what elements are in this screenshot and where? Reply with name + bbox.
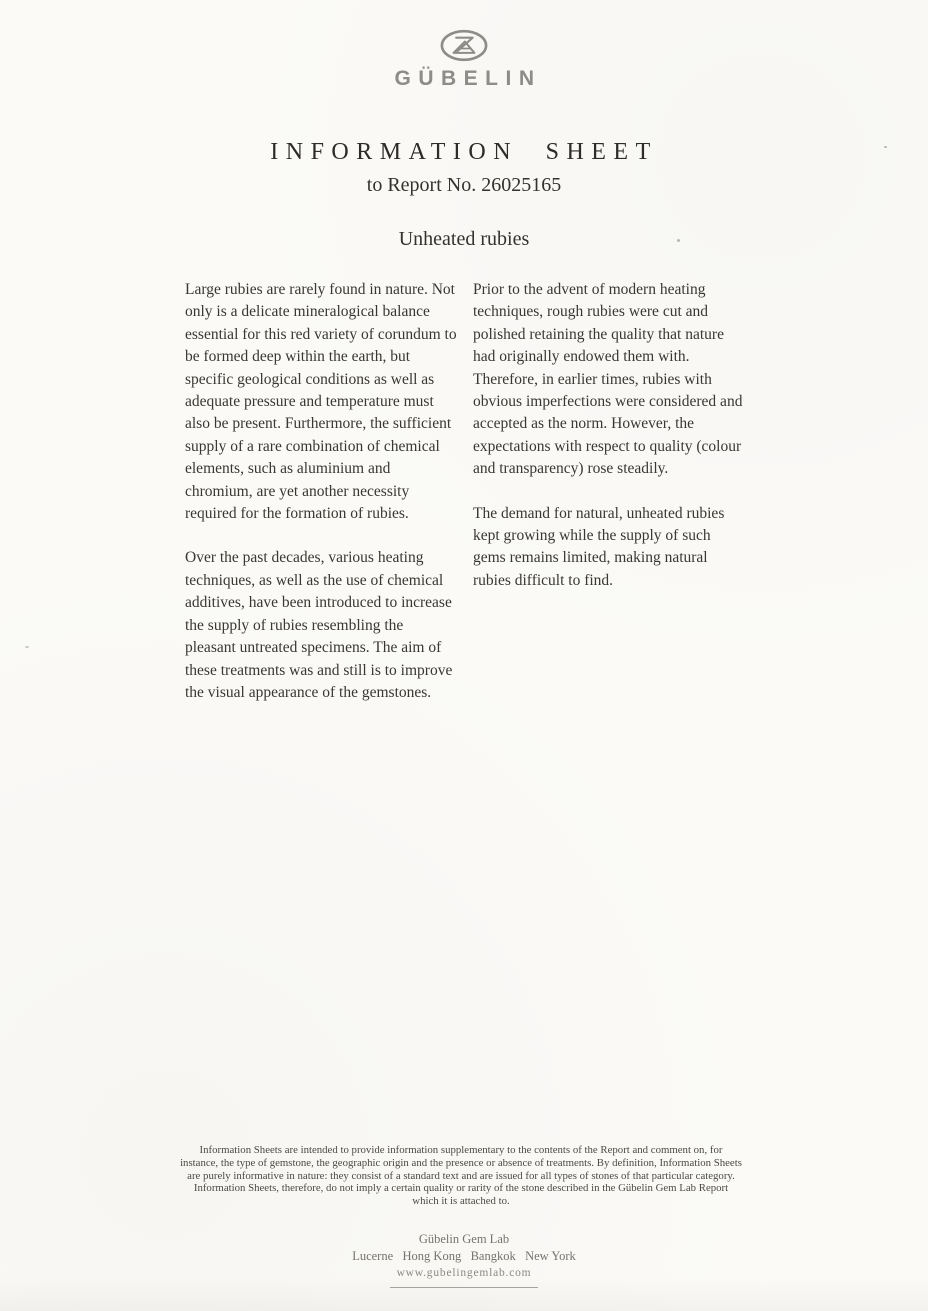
logo-brand-text: GÜBELIN — [394, 67, 542, 90]
page-title: INFORMATION SHEET — [270, 139, 658, 165]
report-number: 26025165 — [481, 174, 562, 196]
right-paragraph-1: Prior to the advent of modern heating techniques, rough rubies were cut and polished retaining the quality that nature had originally endowed them with. Therefore, in earlier times, rubies with obvious imperfections were considered and accepted as the norm. However, the expectations with respect to quality (colour and transparency) rose steadily. — [473, 281, 743, 478]
left-paragraph-1: Large rubies are rarely found in nature. Not only is a delicate mineralogical balance essential for this red variety of corundum to be formed deep within the earth, but specific geological conditions as well as adequate pressure and temperature must also be present. Furthermore, the sufficient supply of a rare combination of chemical elements, such as aluminium and chromium, are yet another necessity required for the formation of rubies. — [185, 281, 457, 523]
body-columns — [185, 279, 745, 704]
footer — [0, 1231, 928, 1288]
scan-speck — [884, 146, 887, 148]
right-paragraph-2: The demand for natural, unheated rubies kept growing while the supply of such gems remains limited, making natural rubies difficult to find. — [473, 504, 725, 589]
logo-block — [0, 27, 928, 91]
scan-speck — [25, 646, 29, 648]
disclaimer-text: Information Sheets are intended to provide information supplementary to the contents of the Report and comment on, for instance, the type of gemstone, the geographic origin and the presence or absence of treatments. By definition, Information Sheets are purely informative in nature: they consist of a standard text and are issued for all types of stones of that particular category. Information Sheets, therefore, do not imply a certain quality or rarity of the stone described in the Gübelin Gem Lab Report which it is attached to. — [180, 1144, 742, 1208]
right-column — [473, 279, 745, 704]
scan-speck — [677, 239, 680, 242]
footer-locations: Lucerne Hong Kong Bangkok New York — [352, 1249, 576, 1263]
sheet-heading: Unheated rubies — [398, 228, 530, 250]
report-subtitle — [0, 174, 928, 197]
left-paragraph-2: Over the past decades, various heating techniques, as well as the use of chemical additives, have been introduced to increase the supply of rubies resembling the pleasant untreated specimens. The aim of these treatments was and still is to improve the visual appearance of the gemstones. — [185, 549, 453, 701]
footer-divider — [390, 1287, 538, 1288]
left-column — [185, 279, 457, 704]
footer-lab-name: Gübelin Gem Lab — [418, 1232, 510, 1246]
report-subtitle-prefix: to Report No. — [366, 174, 477, 196]
footer-website: www.gubelingemlab.com — [396, 1267, 532, 1279]
gubelin-emblem-icon — [438, 27, 490, 64]
